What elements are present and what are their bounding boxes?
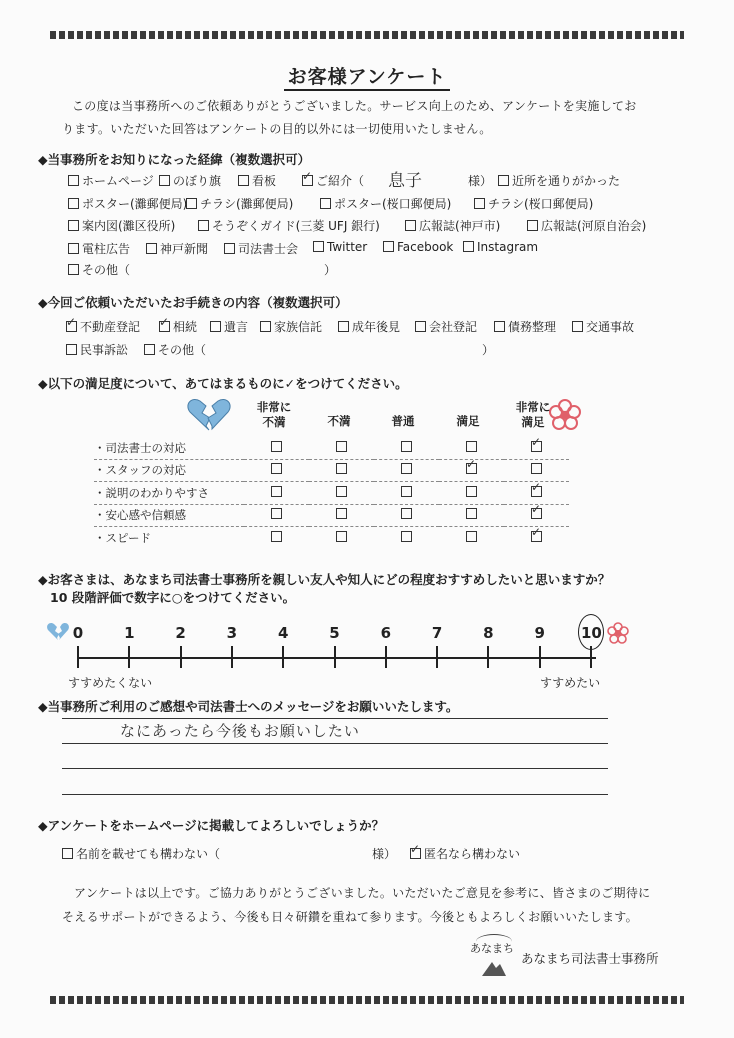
- checkbox[interactable]: [62, 848, 73, 859]
- q6-option-name-end: 様）: [372, 847, 397, 861]
- satisfaction-checkbox[interactable]: [271, 486, 282, 497]
- scale-tick: [334, 646, 336, 668]
- checkbox[interactable]: [498, 175, 509, 186]
- scale-tick: [180, 646, 182, 668]
- q1-option[interactable]: 様）: [468, 174, 493, 188]
- q1-option[interactable]: のぼり旗: [159, 172, 221, 189]
- q2-heading: ◆今回ご依頼いただいたお手続きの内容（複数選択可）: [38, 295, 348, 310]
- q2-option[interactable]: 会社登記: [415, 318, 477, 335]
- satisfaction-row: [94, 459, 569, 482]
- q1-option[interactable]: 案内図(灘区役所): [68, 217, 175, 234]
- q1-option[interactable]: 広報誌(河原自治会): [527, 217, 646, 234]
- small-flower-icon: [606, 621, 630, 645]
- checkbox[interactable]: [66, 344, 77, 355]
- page-title: お客様アンケート: [0, 62, 734, 89]
- q1-option[interactable]: ポスター(桜口郵便局): [320, 195, 451, 212]
- scale-right-label: すすめたい: [540, 676, 601, 690]
- q2-option[interactable]: 成年後見: [338, 318, 400, 335]
- satisfaction-checkbox[interactable]: [401, 508, 412, 519]
- checkbox[interactable]: [198, 220, 209, 231]
- scale-tick: [77, 646, 79, 668]
- checkbox[interactable]: [474, 198, 485, 209]
- satisfaction-checkbox[interactable]: [531, 441, 542, 452]
- q1-option[interactable]: Twitter: [313, 240, 367, 254]
- scale-tick: [487, 646, 489, 668]
- checkbox[interactable]: [68, 175, 79, 186]
- satisfaction-checkbox[interactable]: [336, 508, 347, 519]
- satisfaction-checkbox[interactable]: [336, 463, 347, 474]
- satisfaction-checkbox[interactable]: [401, 486, 412, 497]
- scale-tick: [539, 646, 541, 668]
- checkbox[interactable]: [320, 198, 331, 209]
- q2-option[interactable]: ✓不動産登記: [66, 318, 140, 335]
- checkbox[interactable]: [415, 321, 426, 332]
- top-border: [50, 31, 684, 39]
- office-logo: あなまち: [470, 934, 518, 980]
- satisfaction-checkbox[interactable]: [466, 486, 477, 497]
- q6-heading: ◆アンケートをホームページに掲載してよろしいでしょうか？: [38, 818, 385, 833]
- satisfaction-checkbox[interactable]: [401, 463, 412, 474]
- intro-line-1: この度は当事務所へのご依頼ありがとうございました。サービス向上のため、アンケートを実施してお: [72, 99, 637, 113]
- scale-tick: [436, 646, 438, 668]
- scale-tick: [128, 646, 130, 668]
- satisfaction-checkbox[interactable]: [271, 441, 282, 452]
- q1-option[interactable]: チラシ(桜口郵便局): [474, 195, 593, 212]
- satisfaction-checkbox[interactable]: [466, 531, 477, 542]
- satisfaction-checkbox[interactable]: [531, 463, 542, 474]
- satisfaction-checkbox[interactable]: [531, 486, 542, 497]
- scale-line: [78, 657, 596, 659]
- q2-option[interactable]: ✓ 相続: [159, 318, 197, 335]
- q1-option[interactable]: その他（: [68, 261, 130, 278]
- scale-number[interactable]: 1: [124, 624, 135, 642]
- mountain-icon: [480, 956, 508, 978]
- message-answer: なにあったら今後もお願いしたい: [120, 722, 360, 740]
- selected-score-circle: [578, 614, 604, 650]
- checkbox[interactable]: [210, 321, 221, 332]
- satisfaction-checkbox[interactable]: [401, 441, 412, 452]
- satisfaction-checkbox[interactable]: [466, 441, 477, 452]
- satisfaction-column-header: 不満: [327, 414, 351, 428]
- satisfaction-checkbox[interactable]: [336, 531, 347, 542]
- checkbox[interactable]: [68, 243, 79, 254]
- checkbox[interactable]: [238, 175, 249, 186]
- scale-number[interactable]: 6: [380, 624, 392, 642]
- satisfaction-row-label: ・説明のわかりやすさ: [94, 482, 244, 505]
- scale-number[interactable]: 0: [72, 624, 84, 642]
- satisfaction-row: [94, 504, 569, 527]
- office-name: あなまち司法書士事務所: [521, 951, 659, 966]
- checkbox[interactable]: [383, 241, 394, 252]
- scale-number[interactable]: 2: [175, 624, 186, 642]
- q1-option[interactable]: ✓ ご紹介（: [302, 172, 364, 189]
- q1-option[interactable]: ポスター(灘郵便局): [68, 195, 187, 212]
- checkbox[interactable]: [159, 321, 170, 332]
- q1-option[interactable]: チラシ(灘郵便局): [186, 195, 293, 212]
- closing-line-1: アンケートは以上です。ご協力ありがとうございました。いただいたご意見を参考に、皆さまのご期待に: [74, 886, 651, 900]
- q1-option[interactable]: 看板: [238, 172, 276, 189]
- broken-heart-icon: [186, 398, 232, 432]
- closing-line-2: そえるサポートができるよう、今後も日々研鑽を重ねて参ります。今後ともよろしくお願いいたします。: [62, 910, 638, 924]
- q4-heading: ◆お客さまは、あなまち司法書士事務所を親しい友人や知人にどの程度おすすめしたいと思いますか？: [38, 572, 611, 587]
- q2-option[interactable]: 家族信託: [260, 318, 322, 335]
- q2-option[interactable]: 債務整理: [494, 318, 556, 335]
- q6-option-name[interactable]: 名前を載せても構わない（: [62, 845, 220, 862]
- satisfaction-column-header: 満足: [456, 414, 480, 428]
- q2-option[interactable]: ）: [482, 343, 495, 357]
- q1-option[interactable]: Instagram: [463, 240, 538, 254]
- satisfaction-row-label: ・安心感や信頼感: [94, 504, 244, 527]
- satisfaction-checkbox[interactable]: [336, 486, 347, 497]
- satisfaction-checkbox[interactable]: [466, 508, 477, 519]
- q5-heading: ◆当事務所ご利用のご感想や司法書士へのメッセージをお願いいたします。: [38, 699, 459, 714]
- checkbox[interactable]: [572, 321, 583, 332]
- checkbox[interactable]: [66, 321, 77, 332]
- checkbox[interactable]: [144, 344, 155, 355]
- checkbox[interactable]: [313, 241, 324, 252]
- checkbox[interactable]: [159, 175, 170, 186]
- checkbox[interactable]: [410, 848, 421, 859]
- scale-number[interactable]: 10: [581, 624, 602, 642]
- q3-heading: ◆以下の満足度について、あてはまるものに✓をつけてください。: [38, 376, 408, 391]
- checkbox[interactable]: [260, 321, 271, 332]
- bottom-border: [50, 996, 684, 1004]
- satisfaction-row-label: ・スピード: [94, 527, 244, 549]
- scale-number[interactable]: 7: [431, 624, 443, 642]
- scale-number[interactable]: 3: [226, 624, 238, 642]
- satisfaction-checkbox[interactable]: [271, 508, 282, 519]
- satisfaction-checkbox[interactable]: [531, 531, 542, 542]
- q1-option[interactable]: ホームページ: [68, 172, 154, 189]
- satisfaction-row: [94, 482, 569, 505]
- checkbox[interactable]: [338, 321, 349, 332]
- satisfaction-row-label: ・司法書士の対応: [94, 440, 186, 455]
- satisfaction-checkbox[interactable]: [531, 508, 542, 519]
- scale-left-label: すすめたくない: [68, 676, 153, 690]
- satisfaction-column-header: 普通: [391, 414, 415, 428]
- small-broken-heart-icon: [46, 622, 70, 642]
- satisfaction-checkbox[interactable]: [271, 463, 282, 474]
- q2-option[interactable]: 遺言: [210, 318, 248, 335]
- checkbox[interactable]: [68, 198, 79, 209]
- q2-option[interactable]: 交通事故: [572, 318, 634, 335]
- intro-line-2: ります。いただいた回答はアンケートの目的以外には一切使用いたしません。: [62, 122, 492, 136]
- satisfaction-checkbox[interactable]: [271, 531, 282, 542]
- checkbox[interactable]: [68, 264, 79, 275]
- scale-number[interactable]: 8: [483, 624, 494, 642]
- q4-heading-2: 10 段階評価で数字に○をつけてください。: [50, 590, 296, 605]
- satisfaction-checkbox[interactable]: [401, 531, 412, 542]
- checkbox[interactable]: [527, 220, 538, 231]
- satisfaction-table: [94, 437, 569, 549]
- satisfaction-row: [94, 527, 569, 549]
- scale-tick: [385, 646, 387, 668]
- scale-tick: [231, 646, 233, 668]
- scale-tick: [282, 646, 284, 668]
- checkbox[interactable]: [463, 241, 474, 252]
- satisfaction-checkbox[interactable]: [466, 463, 477, 474]
- q1-option[interactable]: 司法書士会: [224, 240, 298, 257]
- q1-option[interactable]: Facebook: [383, 240, 453, 254]
- checkbox[interactable]: [494, 321, 505, 332]
- scale-number[interactable]: 4: [277, 624, 289, 642]
- satisfaction-column-header: 非常に 不満: [256, 400, 292, 429]
- q6-option-anonymous[interactable]: ✓ 匿名なら構わない: [410, 845, 520, 862]
- satisfaction-checkbox[interactable]: [336, 441, 347, 452]
- satisfaction-row-label: ・スタッフの対応: [94, 459, 244, 482]
- checkbox[interactable]: [405, 220, 416, 231]
- q1-heading: ◆当事務所をお知りになった経緯（複数選択可）: [38, 152, 311, 167]
- checkbox[interactable]: [224, 243, 235, 254]
- satisfaction-row: [94, 437, 569, 459]
- referral-handwriting: 息子: [388, 171, 422, 191]
- scale-number[interactable]: 9: [534, 624, 545, 642]
- checkbox[interactable]: [186, 198, 197, 209]
- q1-option[interactable]: 神戸新聞: [146, 240, 208, 257]
- satisfaction-column-header: 非常に 満足: [515, 400, 551, 429]
- q1-option[interactable]: 電柱広告: [68, 240, 130, 257]
- q1-option[interactable]: 広報誌(神戸市): [405, 217, 500, 234]
- checkbox[interactable]: [146, 243, 157, 254]
- q1-option[interactable]: 近所を通りがかった: [498, 172, 620, 189]
- q2-option[interactable]: その他（: [144, 341, 206, 358]
- checkbox[interactable]: [68, 220, 79, 231]
- q2-option[interactable]: 民事訴訟: [66, 341, 128, 358]
- q1-option[interactable]: ）: [324, 263, 337, 277]
- q1-option[interactable]: そうぞくガイド(三菱 UFJ 銀行): [198, 217, 380, 234]
- scale-number[interactable]: 5: [329, 624, 340, 642]
- checkbox[interactable]: [302, 175, 313, 186]
